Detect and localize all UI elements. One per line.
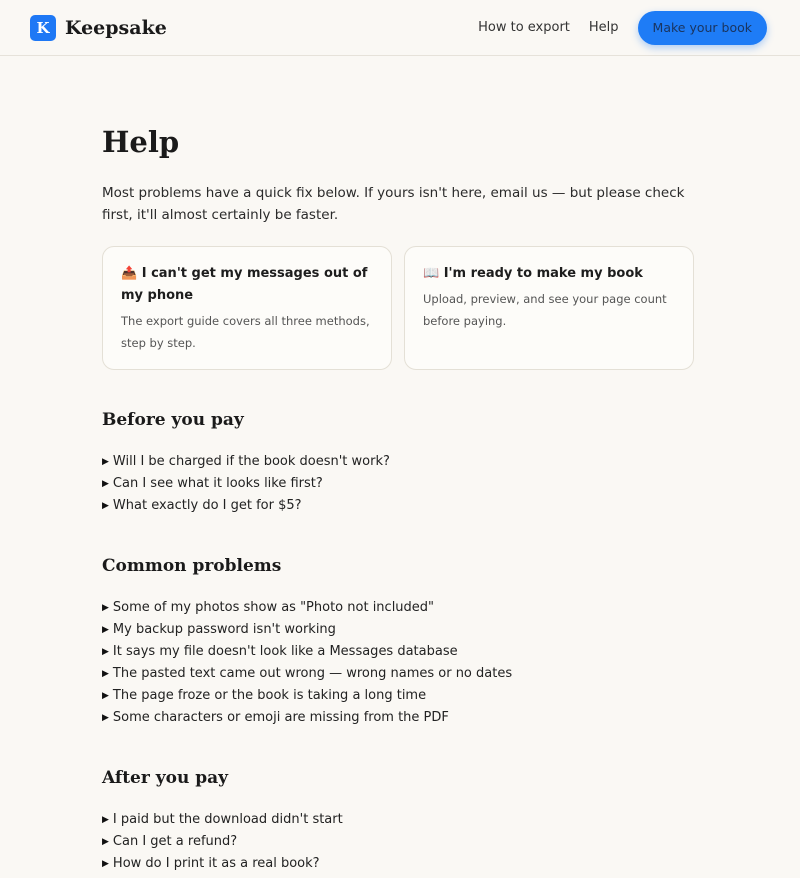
quick-link-cards (102, 246, 698, 370)
disclosure-triangle-icon: ▶ (102, 859, 109, 869)
card-title: 📖 I'm ready to make my book (423, 266, 643, 281)
faq-item[interactable]: ▶ Can I see what it looks like first? (102, 473, 698, 495)
disclosure-triangle-icon: ▶ (102, 625, 109, 635)
faq-item[interactable]: ▶ Can I get a refund? (102, 831, 698, 853)
card-description: Upload, preview, and see your page count before paying. (423, 292, 667, 328)
keepsake-logo-icon: K (30, 15, 56, 41)
nav-link-help[interactable]: Help (588, 20, 619, 35)
main-nav (478, 11, 767, 45)
faq-item[interactable]: ▶ Some of my photos show as "Photo not included" (102, 597, 698, 619)
faq-list (102, 597, 698, 729)
disclosure-triangle-icon: ▶ (102, 837, 109, 847)
faq-list (102, 809, 698, 875)
section-heading: Common problems (102, 556, 282, 576)
faq-item[interactable]: ▶ What exactly do I get for $5? (102, 495, 698, 517)
disclosure-triangle-icon: ▶ (102, 669, 109, 679)
faq-item[interactable]: ▶ Will I be charged if the book doesn't work? (102, 451, 698, 473)
nav-link-how-to-export[interactable]: How to export (478, 20, 570, 35)
section-before-you-pay (102, 409, 698, 517)
brand[interactable] (30, 15, 167, 41)
disclosure-triangle-icon: ▶ (102, 691, 109, 701)
faq-list (102, 451, 698, 517)
faq-item[interactable]: ▶ How do I print it as a real book? (102, 853, 698, 875)
section-heading: After you pay (102, 768, 229, 788)
intro-text: Most problems have a quick fix below. If yours isn't here, email us — but please check first, it'll almost certainly be faster. (102, 185, 685, 223)
outbox-tray-icon: 📤 (121, 266, 138, 281)
page-title: Help (102, 125, 180, 159)
disclosure-triangle-icon: ▶ (102, 457, 109, 467)
card-title: 📤 I can't get my messages out of my phone (121, 266, 368, 303)
faq-item[interactable]: ▶ It says my file doesn't look like a Messages database (102, 641, 698, 663)
disclosure-triangle-icon: ▶ (102, 647, 109, 657)
disclosure-triangle-icon: ▶ (102, 603, 109, 613)
faq-item[interactable]: ▶ Some characters or emoji are missing from the PDF (102, 707, 698, 729)
make-book-card[interactable] (404, 246, 694, 370)
help-content (0, 56, 800, 875)
section-heading: Before you pay (102, 410, 244, 430)
card-description: The export guide covers all three methods, step by step. (121, 314, 370, 350)
make-your-book-button[interactable]: Make your book (638, 11, 767, 45)
disclosure-triangle-icon: ▶ (102, 713, 109, 723)
disclosure-triangle-icon: ▶ (102, 479, 109, 489)
top-nav-bar (0, 0, 800, 56)
disclosure-triangle-icon: ▶ (102, 501, 109, 511)
section-after-you-pay (102, 767, 698, 875)
disclosure-triangle-icon: ▶ (102, 815, 109, 825)
section-common-problems (102, 555, 698, 729)
faq-item[interactable]: ▶ The pasted text came out wrong — wrong names or no dates (102, 663, 698, 685)
open-book-icon: 📖 (423, 266, 440, 281)
faq-item[interactable]: ▶ My backup password isn't working (102, 619, 698, 641)
faq-item[interactable]: ▶ I paid but the download didn't start (102, 809, 698, 831)
brand-name: Keepsake (65, 16, 167, 39)
faq-item[interactable]: ▶ The page froze or the book is taking a long time (102, 685, 698, 707)
export-guide-card[interactable] (102, 246, 392, 370)
